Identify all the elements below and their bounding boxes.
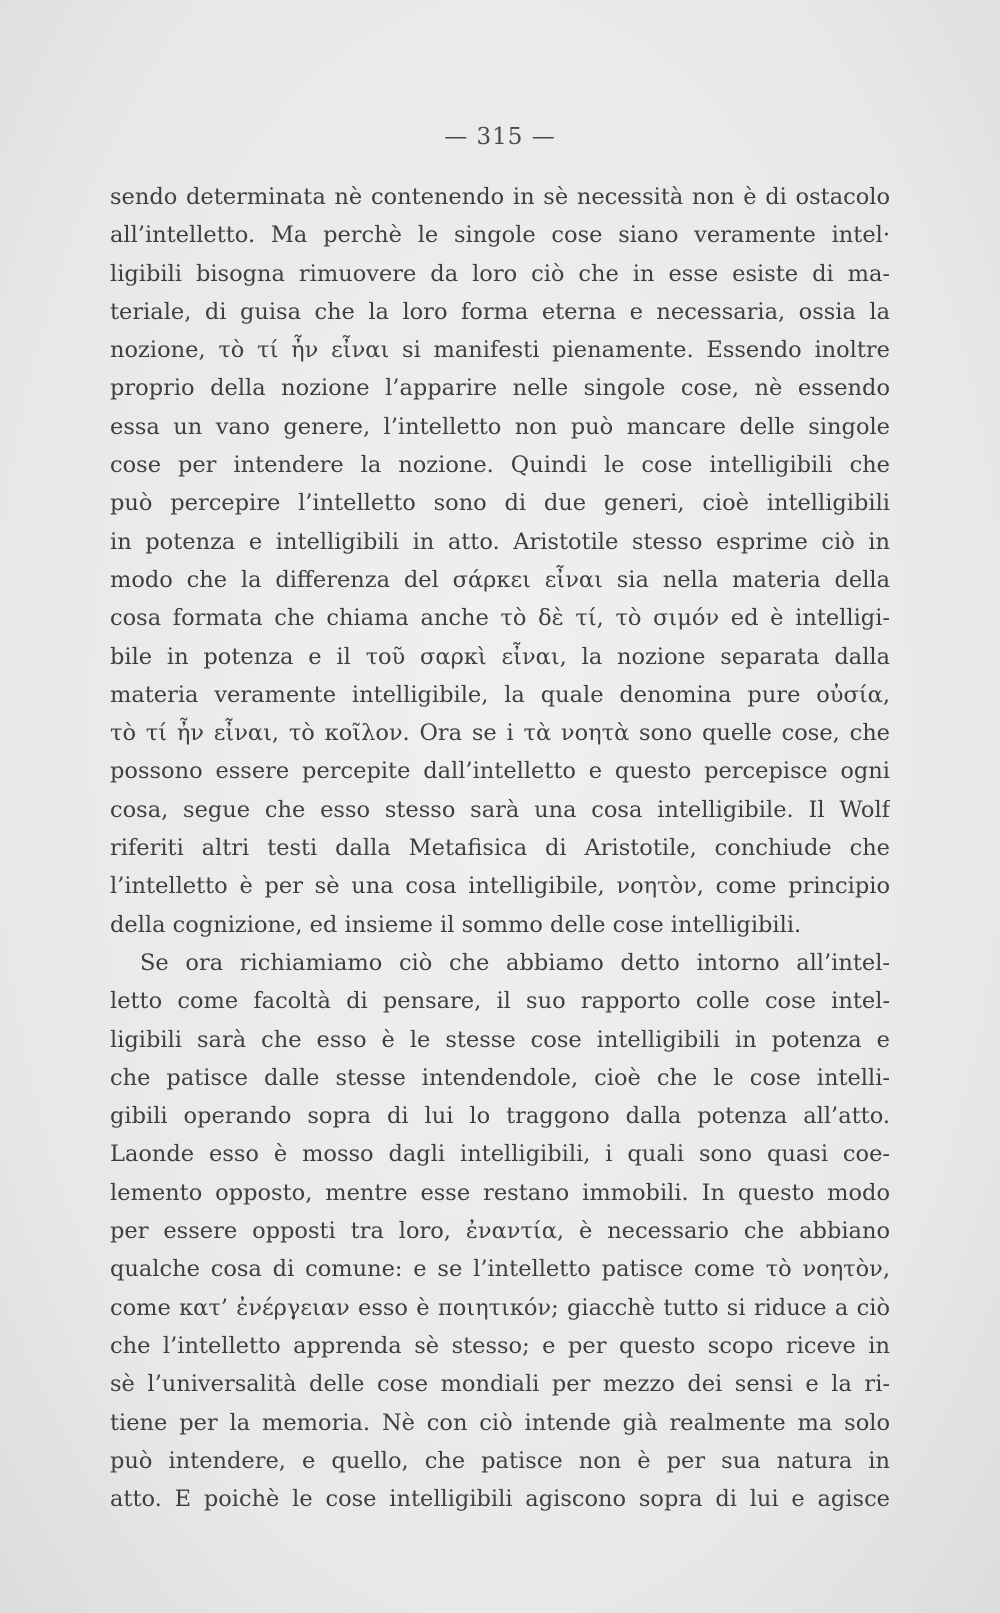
text-line: sè l’universalità delle cose mondiali per mezzo dei sensi e la ri- bbox=[110, 1371, 890, 1398]
text-line: può intendere, e quello, che patisce non è per sua natura in bbox=[110, 1447, 890, 1474]
text-line: cose per intendere la nozione. Quindi le cose intelligibili che bbox=[110, 452, 890, 479]
text-line: letto come facoltà di pensare, il suo rapporto colle cose intel- bbox=[110, 988, 890, 1015]
text-line: che l’intelletto apprenda sè stesso; e per questo scopo riceve in bbox=[110, 1332, 890, 1359]
text-line: bile in potenza e il τοῦ σαρκὶ εἶναι, la nozione separata dalla bbox=[110, 643, 890, 670]
page-number: — 315 — bbox=[444, 124, 556, 150]
text-line: cosa formata che chiama anche τὸ δὲ τί, τὸ σιμόν ed è intelligi- bbox=[110, 605, 890, 632]
text-line: può percepire l’intelletto sono di due generi, cioè intelligibili bbox=[110, 490, 890, 517]
text-line: riferiti altri testi dalla Metafisica di Aristotile, conchiude che bbox=[110, 835, 890, 862]
text-line: gibili operando sopra di lui lo traggono dalla potenza all’atto. bbox=[110, 1103, 890, 1130]
text-line: cosa, segue che esso stesso sarà una cosa intelligibile. Il Wolf bbox=[110, 796, 890, 823]
text-line: proprio della nozione l’apparire nelle singole cose, nè essendo bbox=[110, 375, 890, 402]
text-line: all’intelletto. Ma perchè le singole cose siano veramente intel· bbox=[110, 222, 890, 249]
text-line: in potenza e intelligibili in atto. Aristotile stesso esprime ciò in bbox=[110, 528, 890, 555]
text-line: modo che la differenza del σάρκει εἶναι sia nella materia della bbox=[110, 566, 890, 593]
text-line: della cognizione, ed insieme il sommo delle cose intelligibili. bbox=[110, 911, 802, 938]
text-line: tiene per la memoria. Nè con ciò intende già realmente ma solo bbox=[110, 1409, 890, 1436]
text-line: τὸ τί ἦν εἶναι, τὸ κοῖλον. Ora se i τὰ νοητὰ sono quelle cose, che bbox=[110, 720, 890, 747]
text-line: che patisce dalle stesse intendendole, cioè che le cose intelli- bbox=[110, 1064, 890, 1091]
text-line: teriale, di guisa che la loro forma eterna e necessaria, ossia la bbox=[110, 298, 890, 325]
text-line: lemento opposto, mentre esse restano immobili. In questo modo bbox=[110, 1179, 890, 1206]
text-line: ligibili sarà che esso è le stesse cose intelligibili in potenza e bbox=[110, 1026, 890, 1053]
text-line: atto. E poichè le cose intelligibili agiscono sopra di lui e agisce bbox=[110, 1486, 890, 1513]
text-line: ligibili bisogna rimuovere da loro ciò che in esse esiste di ma- bbox=[110, 260, 890, 287]
text-line: essa un vano genere, l’intelletto non può mancare delle singole bbox=[110, 413, 890, 440]
text-line: nozione, τὸ τί ἦν εἶναι si manifesti pienamente. Essendo inoltre bbox=[110, 337, 890, 364]
text-line: l’intelletto è per sè una cosa intelligibile, νοητὸν, come principio bbox=[110, 873, 890, 900]
text-line: per essere opposti tra loro, ἐναντία, è necessario che abbiano bbox=[110, 1218, 890, 1245]
text-line: possono essere percepite dall’intelletto e questo percepisce ogni bbox=[110, 758, 890, 785]
text-line: materia veramente intelligibile, la quale denomina pure οὐσία, bbox=[110, 681, 890, 708]
body-text bbox=[110, 178, 890, 1518]
text-line: Laonde esso è mosso dagli intelligibili, i quali sono quasi coe- bbox=[110, 1141, 890, 1168]
text-line: qualche cosa di comune: e se l’intelletto patisce come τὸ νοητὸν, bbox=[110, 1256, 890, 1283]
text-line: sendo determinata nè contenendo in sè necessità non è di ostacolo bbox=[110, 184, 890, 210]
text-line: Se ora richiamiamo ciò che abbiamo detto intorno all’intel- bbox=[140, 949, 890, 976]
text-line: come κατ’ ἐνέργειαν esso è ποιητικόν; giacchè tutto si riduce a ciò bbox=[110, 1294, 890, 1321]
